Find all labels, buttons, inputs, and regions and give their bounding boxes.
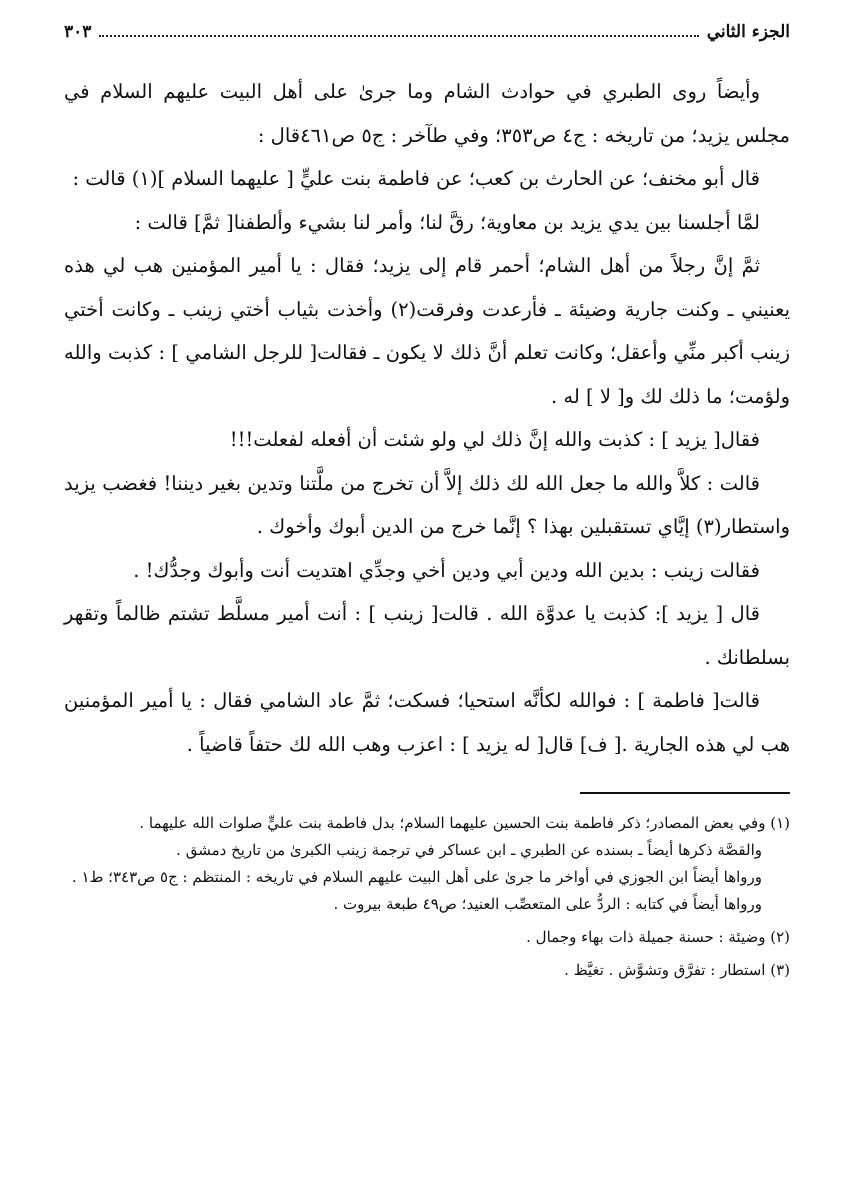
paragraph: قال أبو مخنف؛ عن الحارث بن كعب؛ عن فاطمة بنت عليٍّ [ عليهما السلام ](١) قالت : bbox=[72, 167, 760, 190]
main-text bbox=[64, 70, 790, 766]
footnote: والقصَّة ذكرها أيضاً ـ بسنده عن الطبري ـ ابن عساكر في ترجمة زينب الكبرىٰ من تاريخ دمشق . bbox=[176, 841, 762, 859]
paragraph: قالت[ فاطمة ] : فوالله لكأنَّه استحيا؛ فسكت؛ ثمَّ عاد الشامي فقال : يا أمير المؤمنين هب لي هذه الجارية .[ ف] قال[ له يزيد ] : اعزب وهب الله لك حتفاً قاضياً . bbox=[64, 689, 790, 756]
paragraph: ثمَّ إنَّ رجلاً من أهل الشام؛ أحمر قام إلى يزيد؛ فقال : يا أمير المؤمنين هب لي هذه يعنيني ـ وكنت جارية وضيئة ـ فأرعدت وفرقت(٢) وأخذت بثياب أختي زينب ـ وكانت أختي زينب أكبر منِّي وأعقل؛ وكانت تعلم أنَّ ذلك لا يكون ـ فقالت[ للرجل الشامي ] : كذبت والله ولؤمت؛ ما ذلك لك و[ لا ] له . bbox=[64, 254, 790, 408]
paragraph: فقالت زينب : بدين الله ودين أبي ودين أخي وجدِّي اهتديت أنت وأبوك وجدُّك! . bbox=[133, 558, 760, 582]
footnote: ورواها أيضاً ابن الجوزي في أواخر ما جرىٰ على أهل البيت عليهم السلام في تاريخه : المنتظم : ج٥ ص٣٤٣؛ ط١ . bbox=[71, 868, 762, 886]
footnote: (٣) استطار : تفرَّق وتشوَّش . تغيَّظ . bbox=[564, 961, 790, 979]
paragraph: لمَّا أجلسنا بين يدي يزيد بن معاوية؛ رقَّ لنا؛ وأمر لنا بشيء وألطفنا[ ثمَّ] قالت : bbox=[134, 210, 760, 234]
paragraph: وأيضاً روى الطبري في حوادث الشام وما جرىٰ على أهل البيت عليهم السلام في مجلس يزيد؛ من تاريخه : ج٤ ص٣٥٣؛ وفي طآخر : ج٥ ص٤٦١قال : bbox=[64, 80, 790, 147]
footnotes bbox=[64, 810, 790, 984]
page-header bbox=[64, 22, 790, 62]
paragraph: قال [ يزيد ]: كذبت يا عدوَّة الله . قالت[ زينب ] : أنت أمير مسلَّط تشتم ظالماً وتقهر بسلطانك . bbox=[64, 602, 790, 669]
footnote: (١) وفي بعض المصادر؛ ذكر فاطمة بنت الحسين عليهما السلام؛ بدل فاطمة بنت عليٍّ صلوات الله عليهما . bbox=[139, 814, 790, 832]
book-page bbox=[64, 22, 790, 1182]
footnote: ورواها أيضاً في كتابه : الردُّ على المتعصِّب العنيد؛ ص٤٩ طبعة بيروت . bbox=[333, 895, 762, 913]
paragraph: قالت : كلاَّ والله ما جعل الله لك ذلك إلاَّ أن تخرج من ملَّتنا وتدين بغير ديننا! فغضب يزيد واستطار(٣) إيَّاي تستقبلين بهذا ؟ إنَّما خرج من الدين أبوك وأخوك . bbox=[64, 471, 790, 538]
footnote: (٢) وضيئة : حسنة جميلة ذات بهاء وجمال . bbox=[526, 928, 790, 946]
paragraph: فقال[ يزيد ] : كذبت والله إنَّ ذلك لي ولو شئت أن أفعله لفعلت!!! bbox=[229, 428, 760, 451]
footnote-divider bbox=[580, 792, 790, 794]
dotted-leader bbox=[99, 35, 698, 37]
page-number: ٣٠٣ bbox=[64, 22, 92, 42]
section-title: الجزء الثاني bbox=[706, 22, 790, 42]
